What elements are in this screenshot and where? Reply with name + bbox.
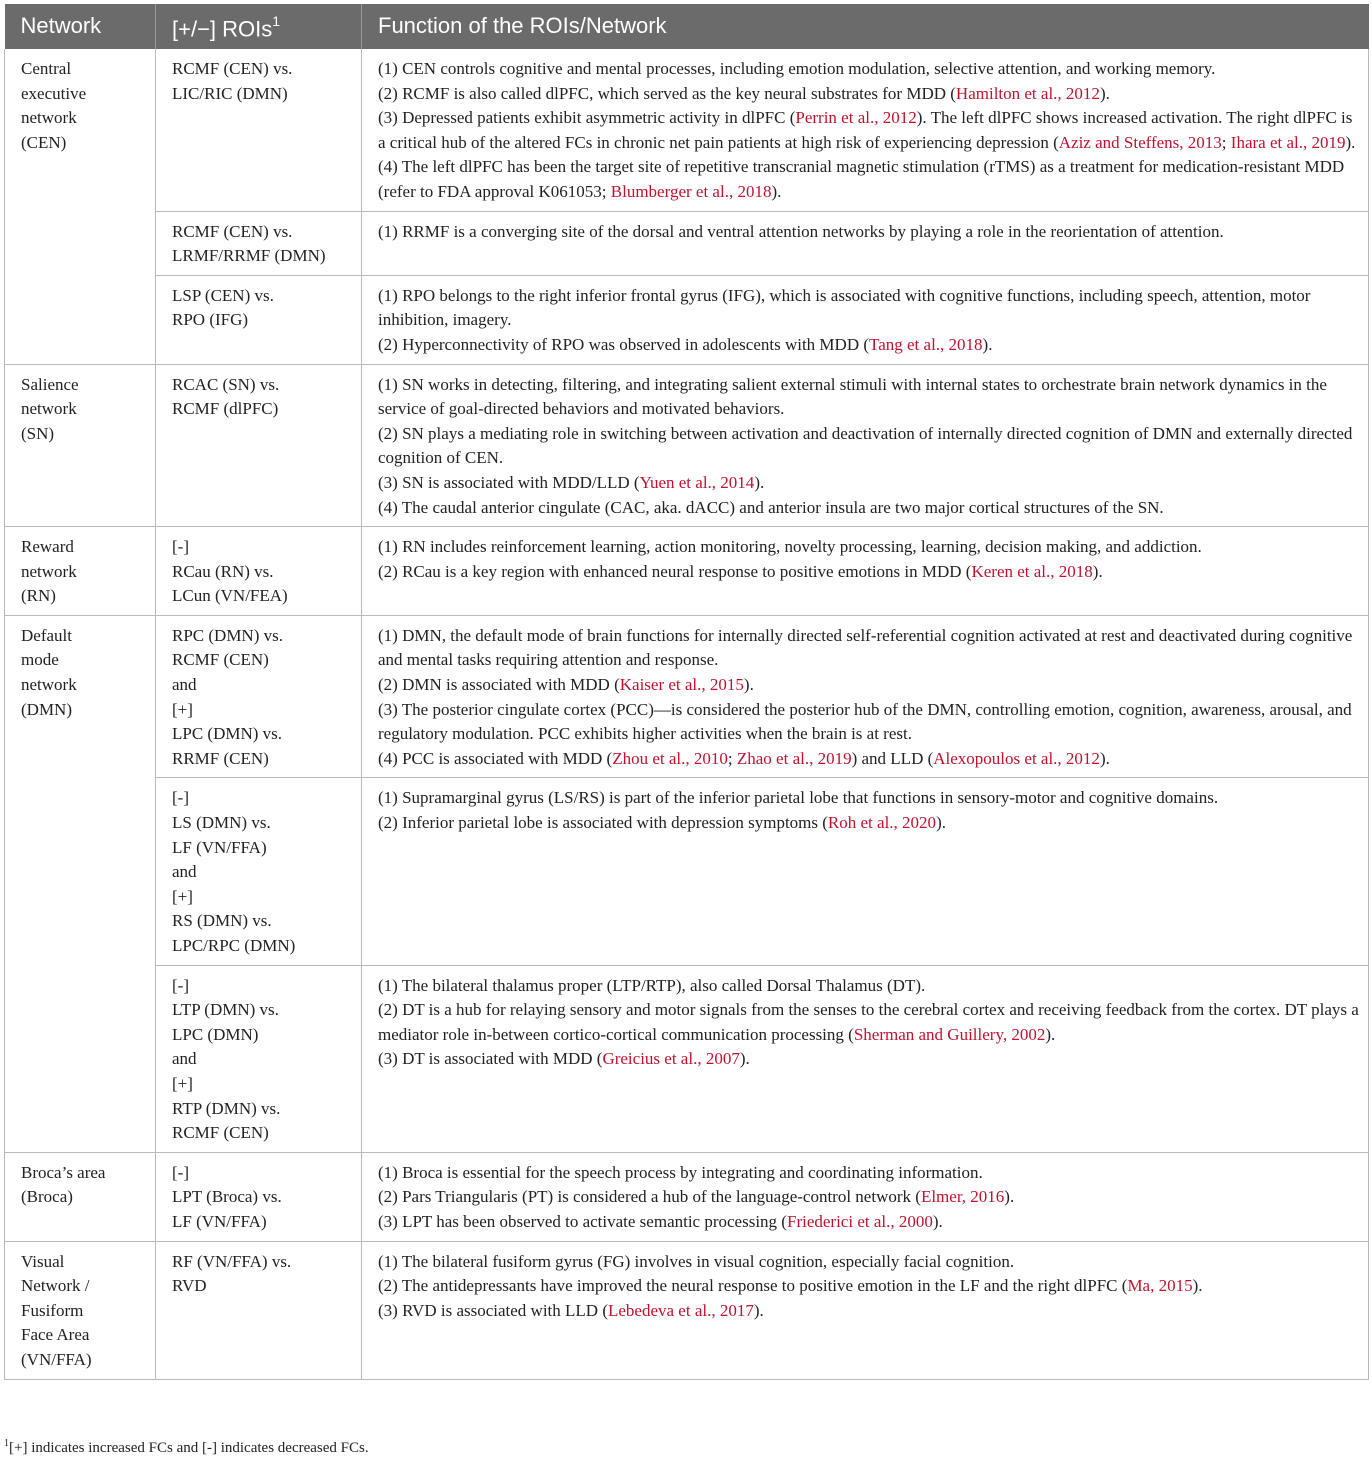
citation-link[interactable]: Zhao et al., 2019 bbox=[736, 748, 852, 768]
network-cell bbox=[5, 364, 156, 527]
statement-text: (3) The posterior cingulate cortex (PCC)—is considered the posterior hub of the DMN, controlling emotion, cognition, awareness, arousal, and regulatory modulation. PCC exhibits higher activities when the brain is at rest. bbox=[378, 699, 1352, 744]
table-row bbox=[5, 1152, 1369, 1241]
statement-text: ). bbox=[1092, 561, 1103, 581]
statement-text: ). bbox=[982, 334, 993, 354]
roi-function-table bbox=[4, 4, 1369, 1380]
roi-line: RPC (DMN) vs. bbox=[172, 625, 283, 645]
footnote-mark: 1 bbox=[4, 1438, 9, 1449]
function-statement bbox=[378, 624, 1362, 673]
roi-line: LF (VN/FFA) bbox=[172, 837, 267, 857]
network-name-line: Reward bbox=[21, 537, 74, 557]
roi-line: [+] bbox=[172, 1073, 193, 1093]
statement-text: (2) SN plays a mediating role in switching between activation and deactivation of internally directed cognition of DMN and externally directed cognition of CEN. bbox=[378, 423, 1353, 468]
roi-line: LF (VN/FFA) bbox=[172, 1211, 267, 1231]
statement-text: (1) SN works in detecting, filtering, and integrating salient external stimuli with internal states to orchestrate brain network dynamics in the service of goal-directed behaviors and motivated behaviors. bbox=[378, 374, 1327, 419]
citation-link[interactable]: Yuen et al., 2014 bbox=[639, 472, 755, 492]
roi-line: [+] bbox=[172, 886, 193, 906]
statement-text: (1) The bilateral thalamus proper (LTP/RTP), also called Dorsal Thalamus (DT). bbox=[378, 975, 926, 995]
statement-text: (1) CEN controls cognitive and mental processes, including emotion modulation, selective attention, and working memory. bbox=[378, 59, 1216, 78]
roi-cell bbox=[156, 364, 362, 527]
header-network-label: Network bbox=[20, 13, 102, 39]
roi-line: LPC (DMN) vs. bbox=[172, 724, 283, 744]
function-statement bbox=[378, 1299, 1362, 1324]
statement-text: ). bbox=[1004, 1187, 1015, 1207]
network-name-line: (DMN) bbox=[21, 699, 72, 719]
network-name-line: Salience bbox=[21, 374, 79, 394]
network-name-line: (VN/FFA) bbox=[21, 1349, 92, 1369]
statement-text: ). bbox=[743, 675, 754, 695]
function-cell bbox=[362, 49, 1369, 211]
roi-line: RVD bbox=[172, 1276, 207, 1296]
function-cell bbox=[362, 527, 1369, 616]
function-statement bbox=[378, 422, 1362, 471]
function-statement bbox=[378, 998, 1362, 1047]
table-body bbox=[5, 49, 1369, 1379]
statement-text: (1) The bilateral fusiform gyrus (FG) involves in visual cognition, especially facial cognition. bbox=[378, 1251, 1015, 1271]
roi-line: [-] bbox=[172, 788, 189, 808]
statement-text: ). bbox=[771, 181, 782, 201]
function-statement bbox=[378, 811, 1362, 836]
table-row bbox=[5, 364, 1369, 527]
function-statement bbox=[378, 974, 1362, 999]
network-name-line: Broca’s area bbox=[21, 1162, 106, 1182]
statement-text: ) and LLD ( bbox=[851, 748, 934, 768]
roi-line: RCMF (dlPFC) bbox=[172, 399, 279, 419]
roi-cell bbox=[156, 778, 362, 965]
header-rois-footnote-mark: 1 bbox=[272, 13, 281, 30]
statement-text: (3) RVD is associated with LLD ( bbox=[378, 1300, 608, 1320]
roi-line: RCAC (SN) vs. bbox=[172, 374, 280, 394]
statement-text: (2) Hyperconnectivity of RPO was observed in adolescents with MDD ( bbox=[378, 334, 870, 354]
function-statement bbox=[378, 698, 1362, 747]
network-name-line: executive bbox=[21, 83, 87, 103]
citation-link[interactable]: Keren et al., 2018 bbox=[971, 561, 1093, 581]
citation-link[interactable]: Hamilton et al., 2012 bbox=[955, 83, 1100, 103]
roi-line: [-] bbox=[172, 537, 189, 557]
function-statement bbox=[378, 1210, 1362, 1235]
statement-text: (4) The caudal anterior cingulate (CAC, aka. dACC) and anterior insula are two major cortical structures of the SN. bbox=[378, 497, 1164, 517]
roi-line: LCun (VN/FEA) bbox=[172, 586, 288, 606]
table-footnote bbox=[4, 1438, 369, 1457]
table-header bbox=[5, 4, 1369, 49]
roi-line: LRMF/RRMF (DMN) bbox=[172, 246, 326, 266]
citation-link[interactable]: Tang et al., 2018 bbox=[869, 334, 983, 354]
network-cell bbox=[5, 1152, 156, 1241]
statement-text: (4) PCC is associated with MDD ( bbox=[378, 748, 613, 768]
roi-cell bbox=[156, 965, 362, 1152]
network-name-line: network bbox=[21, 108, 77, 128]
function-statement bbox=[378, 1161, 1362, 1186]
citation-link[interactable]: Friederici et al., 2000 bbox=[786, 1211, 933, 1231]
citation-link[interactable]: Zhou et al., 2010 bbox=[612, 748, 728, 768]
statement-text: ). bbox=[1099, 83, 1110, 103]
function-statement bbox=[378, 535, 1362, 560]
function-statement bbox=[378, 673, 1362, 698]
function-statement bbox=[378, 155, 1362, 204]
citation-link[interactable]: Kaiser et al., 2015 bbox=[619, 675, 744, 695]
statement-text: (3) SN is associated with MDD/LLD ( bbox=[378, 472, 640, 492]
function-cell bbox=[362, 1241, 1369, 1379]
network-name-line: (SN) bbox=[21, 423, 55, 443]
roi-cell bbox=[156, 1241, 362, 1379]
roi-line: LTP (DMN) vs. bbox=[172, 1000, 279, 1020]
roi-line: RCMF (CEN) vs. bbox=[172, 59, 293, 78]
header-network bbox=[5, 4, 156, 49]
function-statement bbox=[378, 373, 1362, 422]
citation-link[interactable]: Elmer, 2016 bbox=[920, 1187, 1005, 1207]
function-cell bbox=[362, 211, 1369, 275]
citation-link[interactable]: Ihara et al., 2019 bbox=[1230, 132, 1346, 152]
function-statement bbox=[378, 106, 1362, 155]
function-cell bbox=[362, 615, 1369, 778]
header-rois-label: [+/−] ROIs bbox=[172, 16, 273, 42]
network-name-line: network bbox=[21, 399, 77, 419]
table-row bbox=[5, 965, 1369, 1152]
citation-link[interactable]: Sherman and Guillery, 2002 bbox=[853, 1024, 1046, 1044]
function-cell bbox=[362, 1152, 1369, 1241]
statement-text: ). bbox=[1192, 1276, 1203, 1296]
network-cell bbox=[5, 527, 156, 616]
statement-text: (2) DT is a hub for relaying sensory and motor signals from the senses to the cerebral cortex and receiving feedback from the cortex. DT plays a mediator role in-between cortico-cortical communication processing ( bbox=[378, 1000, 1359, 1044]
citation-link[interactable]: Lebedeva et al., 2017 bbox=[607, 1300, 754, 1320]
roi-line: LPT (Broca) vs. bbox=[172, 1187, 282, 1207]
statement-text: ). The left dlPFC shows increased activation. The right dlPFC is a critical hub of the altered FCs in chronic net pain patients at high risk of experiencing depression ( bbox=[378, 108, 1353, 152]
statement-text: (1) RN includes reinforcement learning, action monitoring, novelty processing, learning, decision making, and addiction. bbox=[378, 537, 1202, 557]
function-cell bbox=[362, 364, 1369, 527]
roi-line: RRMF (CEN) bbox=[172, 748, 269, 768]
citation-link[interactable]: Blumberger et al., 2018 bbox=[610, 181, 772, 201]
function-statement bbox=[378, 57, 1362, 82]
statement-text: (3) Depressed patients exhibit asymmetric activity in dlPFC ( bbox=[378, 108, 796, 128]
network-cell bbox=[5, 49, 156, 364]
roi-cell bbox=[156, 211, 362, 275]
function-statement bbox=[378, 496, 1362, 521]
function-cell bbox=[362, 275, 1369, 364]
table-row bbox=[5, 275, 1369, 364]
roi-line: RTP (DMN) vs. bbox=[172, 1098, 281, 1118]
function-statement bbox=[378, 747, 1362, 772]
roi-line: [-] bbox=[172, 1162, 189, 1182]
roi-line: and bbox=[172, 675, 197, 695]
statement-text: ). bbox=[739, 1049, 750, 1069]
network-name-line: Default bbox=[21, 625, 72, 645]
table-row bbox=[5, 1241, 1369, 1379]
network-name-line: Face Area bbox=[21, 1325, 90, 1345]
citation-link[interactable]: Ma, 2015 bbox=[1127, 1276, 1193, 1296]
roi-cell bbox=[156, 615, 362, 778]
roi-line: RCau (RN) vs. bbox=[172, 561, 274, 581]
network-cell bbox=[5, 1241, 156, 1379]
statement-text: (2) Inferior parietal lobe is associated with depression symptoms ( bbox=[378, 813, 828, 833]
function-statement bbox=[378, 1274, 1362, 1299]
statement-text: ). bbox=[1045, 1024, 1056, 1044]
function-statement bbox=[378, 333, 1362, 358]
statement-text: ). bbox=[1099, 748, 1110, 768]
citation-link[interactable]: Aziz and Steffens, 2013 bbox=[1058, 132, 1222, 152]
statement-text: ). bbox=[1345, 132, 1356, 152]
roi-table-container bbox=[4, 4, 1368, 1380]
statement-text: (2) Pars Triangularis (PT) is considered a hub of the language-control network ( bbox=[378, 1187, 921, 1207]
function-cell bbox=[362, 778, 1369, 965]
statement-text: ; bbox=[1221, 132, 1231, 152]
statement-text: (2) RCau is a key region with enhanced neural response to positive emotions in MDD ( bbox=[378, 561, 972, 581]
statement-text: ). bbox=[753, 1300, 764, 1320]
function-statement bbox=[378, 220, 1362, 245]
roi-line: LS (DMN) vs. bbox=[172, 813, 271, 833]
citation-link[interactable]: Alexopoulos et al., 2012 bbox=[933, 748, 1100, 768]
statement-text: ; bbox=[727, 748, 737, 768]
statement-text: (1) Supramarginal gyrus (LS/RS) is part of the inferior parietal lobe that functions in sensory-motor and cognitive domains. bbox=[378, 788, 1219, 808]
roi-line: LSP (CEN) vs. bbox=[172, 285, 274, 305]
network-name-line: Network / bbox=[21, 1276, 90, 1296]
network-name-line: (CEN) bbox=[21, 132, 67, 152]
function-statement bbox=[378, 1047, 1362, 1072]
table-row bbox=[5, 211, 1369, 275]
roi-line: LIC/RIC (DMN) bbox=[172, 83, 288, 103]
function-statement bbox=[378, 560, 1362, 585]
table-row bbox=[5, 615, 1369, 778]
network-cell bbox=[5, 615, 156, 1152]
network-name-line: network bbox=[21, 561, 77, 581]
statement-text: ). bbox=[754, 472, 765, 492]
roi-line: LPC (DMN) bbox=[172, 1024, 259, 1044]
statement-text: (2) The antidepressants have improved the neural response to positive emotion in the LF and the right dlPFC ( bbox=[378, 1276, 1128, 1296]
statement-text: (4) The left dlPFC has been the target site of repetitive transcranial magnetic stimulation (rTMS) as a treatment for medication-resistant MDD (refer to FDA approval K061053; bbox=[378, 157, 1345, 201]
network-name-line: network bbox=[21, 675, 77, 695]
roi-line: RF (VN/FFA) vs. bbox=[172, 1251, 292, 1271]
network-name-line: Fusiform bbox=[21, 1300, 84, 1320]
header-row bbox=[5, 4, 1369, 49]
roi-line: RS (DMN) vs. bbox=[172, 911, 272, 931]
citation-link[interactable]: Greicius et al., 2007 bbox=[602, 1049, 740, 1069]
table-row bbox=[5, 49, 1369, 211]
statement-text: (3) DT is associated with MDD ( bbox=[378, 1049, 603, 1069]
roi-line: RCMF (CEN) bbox=[172, 650, 269, 670]
network-name-line: (RN) bbox=[21, 586, 56, 606]
header-rois bbox=[156, 4, 362, 49]
statement-text: (1) Broca is essential for the speech process by integrating and coordinating information. bbox=[378, 1162, 983, 1182]
statement-text: (1) DMN, the default mode of brain functions for internally directed self-referential cognition activated at rest and deactivated during cognitive and mental tasks requiring attention and response. bbox=[378, 625, 1353, 670]
function-statement bbox=[378, 1250, 1362, 1275]
table-row bbox=[5, 527, 1369, 616]
statement-text: ). bbox=[932, 1211, 943, 1231]
function-statement bbox=[378, 786, 1362, 811]
function-statement bbox=[378, 82, 1362, 107]
roi-line: and bbox=[172, 1049, 197, 1069]
roi-line: and bbox=[172, 862, 197, 882]
header-function bbox=[362, 4, 1369, 49]
function-cell bbox=[362, 965, 1369, 1152]
roi-cell bbox=[156, 275, 362, 364]
function-statement bbox=[378, 1185, 1362, 1210]
header-function-label: Function of the ROIs/Network bbox=[378, 13, 667, 39]
network-name-line: Visual bbox=[21, 1251, 65, 1271]
table-row bbox=[5, 778, 1369, 965]
roi-line: RPO (IFG) bbox=[172, 310, 249, 330]
footnote-text: [+] indicates increased FCs and [-] indicates decreased FCs. bbox=[9, 1440, 369, 1456]
statement-text: (3) LPT has been observed to activate semantic processing ( bbox=[378, 1211, 787, 1231]
roi-line: [+] bbox=[172, 699, 193, 719]
function-statement bbox=[378, 284, 1362, 333]
function-statement bbox=[378, 471, 1362, 496]
statement-text: (2) DMN is associated with MDD ( bbox=[378, 675, 620, 695]
roi-cell bbox=[156, 49, 362, 211]
statement-text: ). bbox=[936, 813, 946, 833]
network-name-line: mode bbox=[21, 650, 59, 670]
citation-link[interactable]: Roh et al., 2020 bbox=[827, 813, 937, 833]
network-name-line: (Broca) bbox=[21, 1187, 73, 1207]
roi-cell bbox=[156, 1152, 362, 1241]
statement-text: (1) RRMF is a converging site of the dorsal and ventral attention networks by playing a role in the reorientation of attention. bbox=[378, 221, 1224, 241]
roi-line: RCMF (CEN) vs. bbox=[172, 221, 293, 241]
statement-text: (2) RCMF is also called dlPFC, which served as the key neural substrates for MDD ( bbox=[378, 83, 956, 103]
roi-line: [-] bbox=[172, 975, 189, 995]
roi-line: LPC/RPC (DMN) bbox=[172, 936, 296, 955]
roi-cell bbox=[156, 527, 362, 616]
citation-link[interactable]: Perrin et al., 2012 bbox=[795, 108, 917, 128]
statement-text: (1) RPO belongs to the right inferior frontal gyrus (IFG), which is associated with cognitive functions, including speech, attention, motor inhibition, imagery. bbox=[378, 285, 1311, 330]
roi-line: RCMF (CEN) bbox=[172, 1123, 269, 1143]
network-name-line: Central bbox=[21, 59, 72, 78]
